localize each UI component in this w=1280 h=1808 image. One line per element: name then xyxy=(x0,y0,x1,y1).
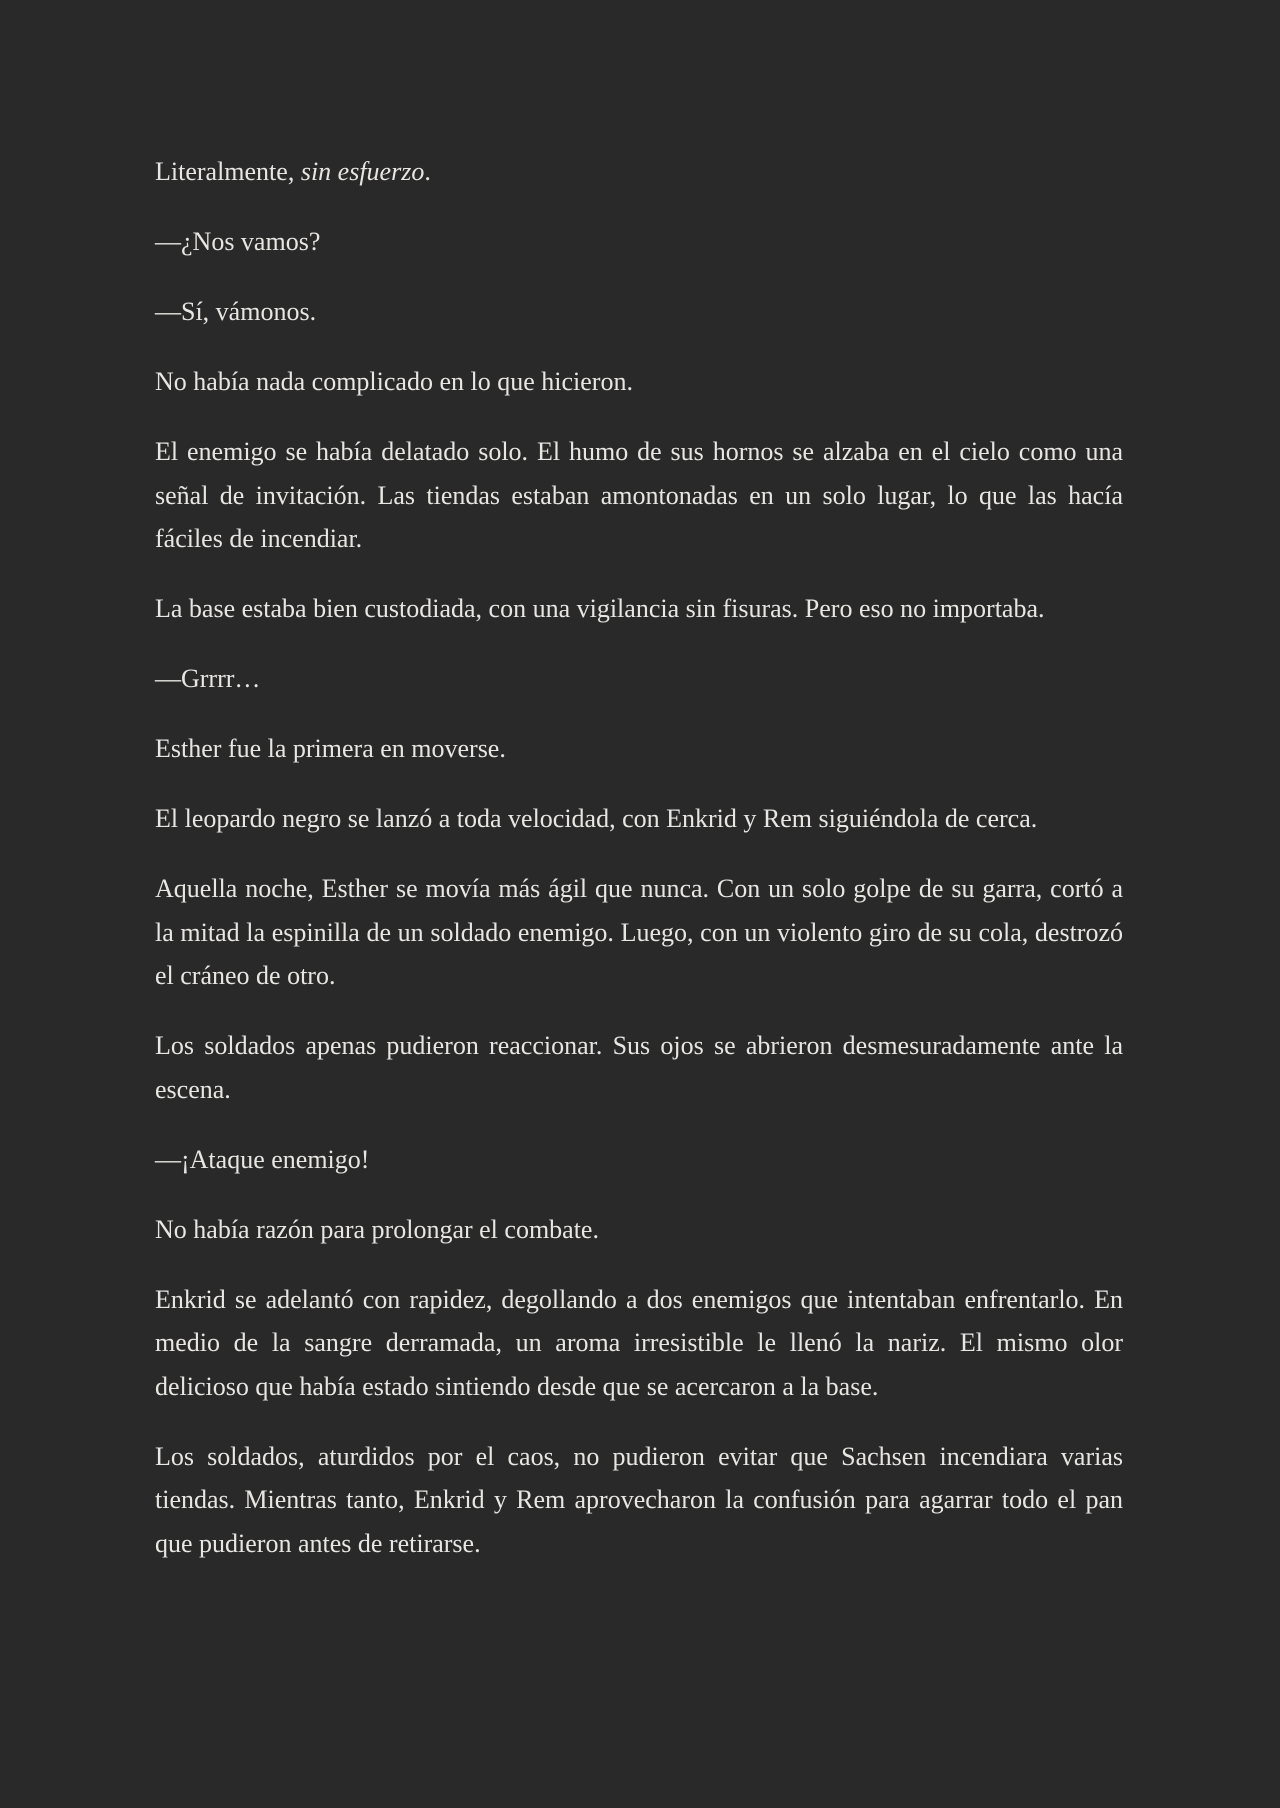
dialogue-line: —¡Ataque enemigo! xyxy=(155,1144,370,1174)
reading-content xyxy=(155,150,1123,1592)
paragraph-text: . xyxy=(424,157,431,186)
paragraph: Los soldados apenas pudieron reaccionar. Sus ojos se abrieron desmesuradamente ante la escena. xyxy=(155,1031,1123,1104)
paragraph: El enemigo se había delatado solo. El humo de sus hornos se alzaba en el cielo como una señal de invitación. Las tiendas estaban amontonadas en un solo lugar, lo que las hacía fáciles de incendiar. xyxy=(155,437,1123,553)
paragraph: Esther fue la primera en moverse. xyxy=(155,734,506,763)
paragraph xyxy=(155,150,1123,194)
paragraph: Enkrid se adelantó con rapidez, degollando a dos enemigos que intentaban enfrentarlo. En medio de la sangre derramada, un aroma irresistible le llenó la nariz. El mismo olor delicioso que había estado sintiendo desde que se acercaron a la base. xyxy=(155,1284,1123,1401)
paragraph: La base estaba bien custodiada, con una vigilancia sin fisuras. Pero eso no importaba. xyxy=(155,594,1045,623)
paragraph: No había nada complicado en lo que hicieron. xyxy=(155,367,633,396)
paragraph-text: Literalmente, xyxy=(155,157,301,186)
paragraph: No había razón para prolongar el combate. xyxy=(155,1214,599,1244)
emphasis-text: sin esfuerzo xyxy=(300,157,425,186)
paragraph: Los soldados, aturdidos por el caos, no pudieron evitar que Sachsen incendiara varias tiendas. Mientras tanto, Enkrid y Rem aprovecharon la confusión para agarrar todo el pan que pudieron antes de retirarse. xyxy=(155,1441,1123,1558)
dialogue-line: —Sí, vámonos. xyxy=(155,297,317,326)
paragraph: Aquella noche, Esther se movía más ágil que nunca. Con un solo golpe de su garra, cortó a la mitad la espinilla de un soldado enemigo. Luego, con un violento giro de su cola, destrozó el cráneo de otro. xyxy=(155,874,1123,990)
dialogue-line: —¿Nos vamos? xyxy=(155,227,321,256)
paragraph: El leopardo negro se lanzó a toda velocidad, con Enkrid y Rem siguiéndola de cerca. xyxy=(155,804,1038,833)
dialogue-line: —Grrrr… xyxy=(155,664,261,693)
